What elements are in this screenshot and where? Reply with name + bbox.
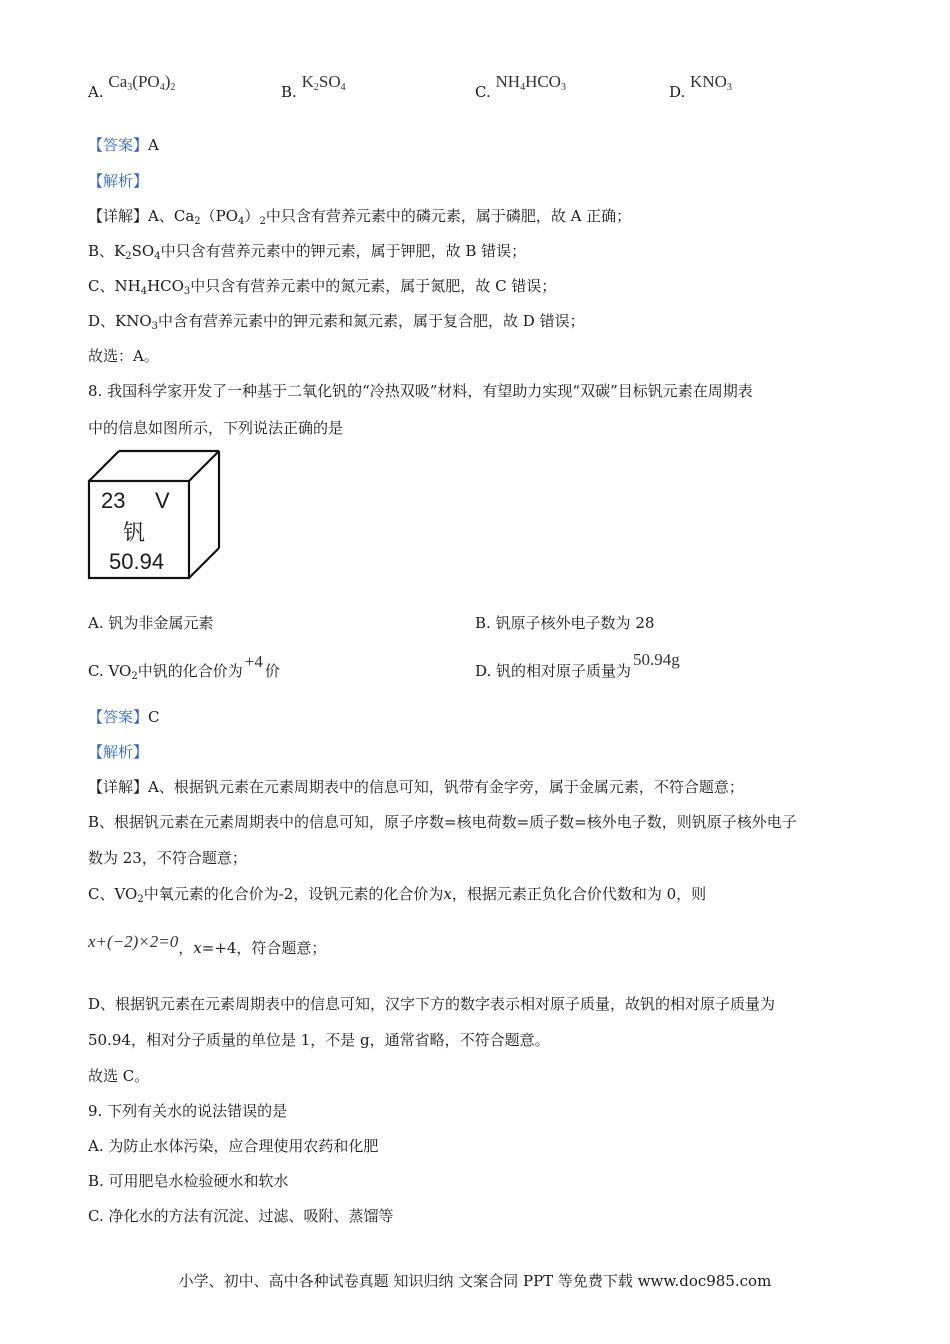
q9-option-b: B. 可用肥皂水检验硬水和软水 <box>88 1172 289 1190</box>
q7-detail-line-b: B、$K_2SO_4$中只含有营养元素中的钾元素，属于钾肥，故 B 错误； <box>88 242 527 262</box>
element-symbol: V <box>155 488 170 513</box>
q7-analysis-tag: 【解析】 <box>88 172 149 190</box>
element-card-figure <box>85 448 225 583</box>
q8-option-b: B. 钒原子核外电子数为 28 <box>475 614 655 632</box>
page-footer: 小学、初中、高中各种试卷真题 知识归纳 文案合同 PPT 等免费下载 www.doc985.com <box>178 1272 772 1290</box>
element-atomic-mass: 50.94 <box>109 549 165 574</box>
q9-option-c: C. 净化水的方法有沉淀、过滤、吸附、蒸馏等 <box>88 1207 394 1225</box>
q8-option-d: D. 钒的相对原子质量为50.94g <box>475 650 680 680</box>
q7-detail-line-c: C、$NH_4HCO_3$中只含有营养元素中的氮元素，属于氮肥，故 C 错误； <box>88 277 557 297</box>
element-atomic-number: 23 <box>101 488 126 513</box>
q7-detail-line-d: D、$KNO_3$中含有营养元素中的钾元素和氮元素，属于复合肥，故 D 错误； <box>88 312 585 332</box>
q8-option-a: A. 钒为非金属元素 <box>88 614 214 632</box>
q7-detail-line-a: 【详解】A、$Ca_2(PO_4)_2$中只含有营养元素中的磷元素，属于磷肥，故 A 正确； <box>88 207 632 227</box>
q7-conclusion: 故选：A。 <box>88 347 159 365</box>
q8-detail-line-b: B、根据钒元素在元素周期表中的信息可知，原子序数=核电荷数=质子数=核外电子数，则钒原子核外电子 <box>88 813 797 831</box>
q8-option-c: C. $VO_2$中钒的化合价为 +4 价 <box>88 652 280 682</box>
q8-answer: 【答案】C <box>88 708 160 726</box>
q8-analysis-tag: 【解析】 <box>88 743 149 761</box>
q8-stem-line-1: 8. 我国科学家开发了一种基于二氧化钒的“冷热双吸”材料，有望助力实现“双碳”目标钒元素在周期表 <box>88 382 753 400</box>
q8-stem-line-2: 中的信息如图所示，下列说法正确的是 <box>88 419 344 437</box>
q9-stem: 9. 下列有关水的说法错误的是 <box>88 1102 288 1120</box>
q7-option-b: B. $K_2SO_4$ <box>281 72 346 101</box>
q7-option-d: D. $KNO_3$ <box>669 72 732 101</box>
q8-detail-line-d: D、根据钒元素在元素周期表中的信息可知，汉字下方的数字表示相对原子质量，故钒的相对原子质量为 <box>88 995 776 1013</box>
element-name: 钒 <box>123 521 146 546</box>
q7-answer: 【答案】A <box>88 136 159 154</box>
q8-conclusion: 故选 C。 <box>88 1067 150 1085</box>
q8-detail-line-c: C、$VO_2$中氧元素的化合价为-2，设钒元素的化合价为x，根据元素正负化合价代数和为 0，则 <box>88 885 707 905</box>
q7-option-a: A. $Ca_3(PO_4)_2$ <box>88 72 176 101</box>
q8-detail-line-b2: 数为 23，不符合题意； <box>88 849 247 867</box>
q9-option-a: A. 为防止水体污染，应合理使用农药和化肥 <box>88 1137 379 1155</box>
q7-option-c: C. $NH_4HCO_3$ <box>475 72 566 101</box>
q8-equation-line: x+(−2)×2=0，x=+4，符合题意； <box>88 932 327 957</box>
q8-detail-line-a: 【详解】A、根据钒元素在元素周期表中的信息可知，钒带有金字旁，属于金属元素，不符合题意； <box>88 778 744 796</box>
q8-detail-line-d2: 50.94，相对分子质量的单位是 1，不是 g，通常省略，不符合题意。 <box>88 1031 550 1049</box>
